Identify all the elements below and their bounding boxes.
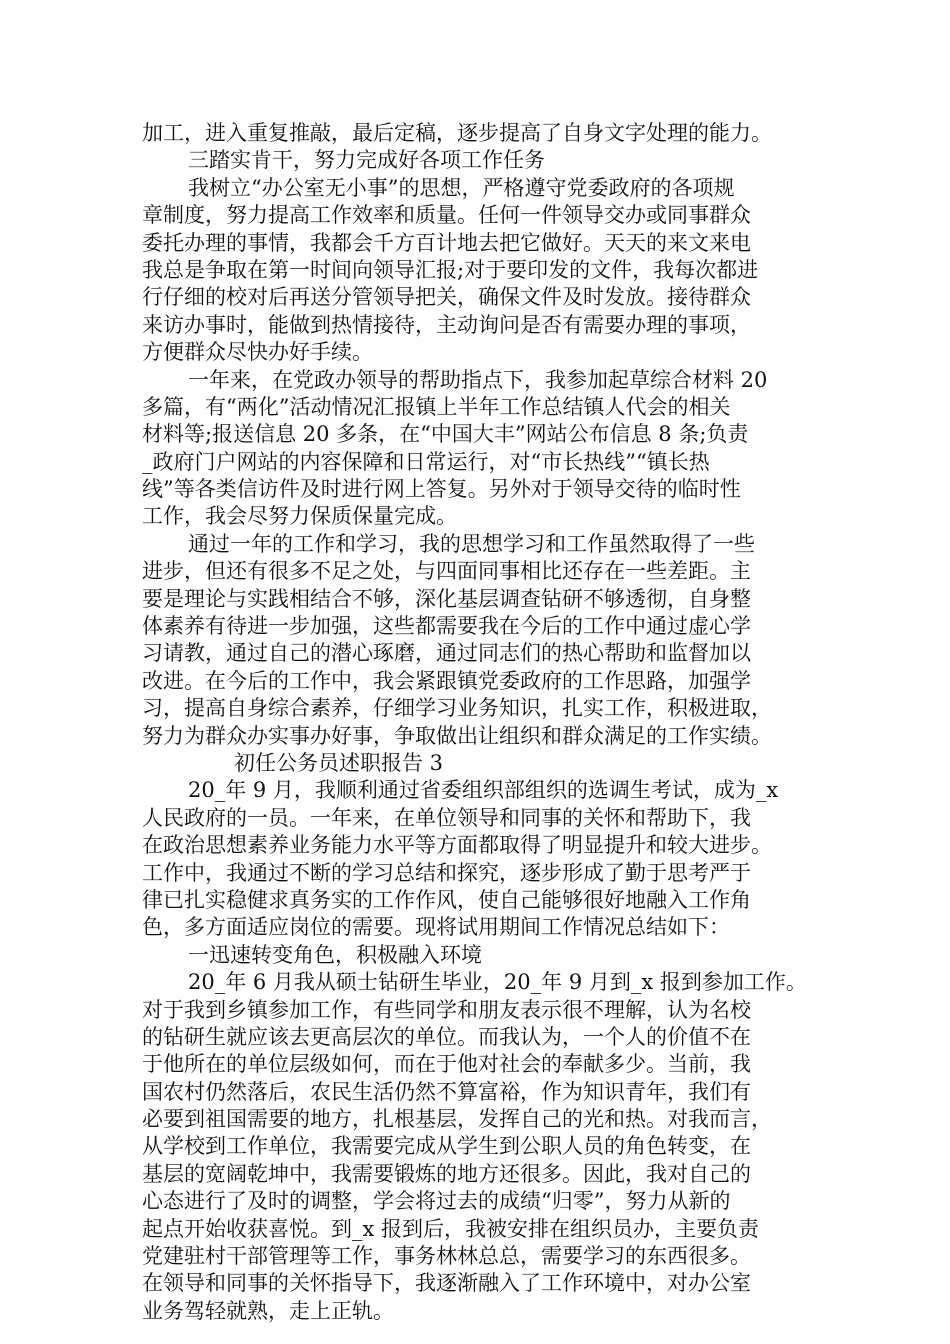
text-line: 进步，但还有很多不足之处，与四面同事相比还存在一些差距。主 [142, 559, 751, 584]
text-line: 20_年 9 月，我顺利通过省委组织部组织的选调生考试，成为_x [188, 778, 779, 803]
text-line: 材料等;报送信息 20 多条，在“中国大丰”网站公布信息 8 条;负责 [142, 422, 749, 447]
text-line: 努力为群众办实事办好事，争取做出让组织和群众满足的工作实绩。 [142, 723, 772, 748]
text-line: 行仔细的校对后再送分管领导把关，确保文件及时发放。接待群众 [142, 285, 751, 310]
text-line: 线”等各类信访件及时进行网上答复。另外对于领导交待的临时性 [142, 477, 741, 502]
text-line: 的钻研生就应该去更高层次的单位。而我认为，一个人的价值不在 [142, 1024, 751, 1049]
text-line: 多篇，有“两化”活动情况汇报镇上半年工作总结镇人代会的相关 [142, 394, 731, 419]
text-line: 业务驾轻就熟，走上正轨。 [142, 1298, 394, 1323]
text-line: 方便群众尽快办好手续。 [142, 340, 373, 365]
text-line: 党建驻村干部管理等工作，事务林林总总，需要学习的东西很多。 [142, 1244, 751, 1269]
text-line: 在政治思想素养业务能力水平等方面都取得了明显提升和较大进步。 [142, 833, 772, 858]
text-line: 20_年 6 月我从硕士钻研生毕业，20_年 9 月到_x 报到参加工作。 [188, 970, 807, 995]
text-line: 通过一年的工作和学习，我的思想学习和工作虽然取得了一些 [188, 531, 755, 556]
text-line: 改进。在今后的工作中，我会紧跟镇党委政府的工作思路，加强学 [142, 668, 751, 693]
text-line: 习，提高自身综合素养，仔细学习业务知识，扎实工作，积极进取， [142, 696, 772, 721]
text-line: 在领导和同事的关怀指导下，我逐渐融入了工作环境中，对办公室 [142, 1271, 751, 1296]
text-line: 体素养有待进一步加强，这些都需要我在今后的工作中通过虚心学 [142, 614, 751, 639]
text-line: 心态进行了及时的调整，学会将过去的成绩“归零”，努力从新的 [142, 1189, 731, 1214]
report-title: 初任公务员述职报告 3 [234, 750, 444, 775]
text-line: 加工，进入重复推敲，最后定稿，逐步提高了自身文字处理的能力。 [142, 121, 772, 145]
text-line: 习请教，通过自己的潜心琢磨，通过同志们的热心帮助和监督加以 [142, 641, 751, 666]
text-line: 对于我到乡镇参加工作，有些同学和朋友表示很不理解，认为名校 [142, 997, 751, 1022]
text-line: 从学校到工作单位，我需要完成从学生到公职人员的角色转变，在 [142, 1134, 751, 1159]
text-line: 我总是争取在第一时间向领导汇报;对于要印发的文件，我每次都进 [142, 257, 759, 282]
section-heading: 三踏实肯干，努力完成好各项工作任务 [188, 148, 545, 173]
text-line: 工作，我会尽努力保质保量完成。 [142, 504, 457, 529]
text-line: 起点开始收获喜悦。到_x 报到后，我被安排在组织员办，主要负责 [142, 1216, 760, 1241]
text-line: 要是理论与实践相结合不够，深化基层调查钻研不够透彻，自身整 [142, 586, 751, 611]
text-line: 基层的宽阔乾坤中，我需要锻炼的地方还很多。因此，我对自己的 [142, 1161, 751, 1186]
section-heading: 一迅速转变角色，积极融入环境 [188, 942, 482, 967]
text-line: 人民政府的一员。一年来，在单位领导和同事的关怀和帮助下，我 [142, 805, 751, 830]
document-body [142, 120, 832, 1325]
text-line: _政府门户网站的内容保障和日常运行，对“市长热线”“镇长热 [142, 449, 710, 474]
text-line: 一年来，在党政办领导的帮助指点下，我参加起草综合材料 20 [188, 367, 768, 392]
text-line: 委托办理的事情，我都会千方百计地去把它做好。天天的来文来电 [142, 230, 751, 255]
text-line: 国农村仍然落后，农民生活仍然不算富裕，作为知识青年，我们有 [142, 1079, 751, 1104]
text-line: 来访办事时，能做到热情接待，主动询问是否有需要办理的事项， [142, 312, 751, 337]
text-line: 色，多方面适应岗位的需要。现将试用期间工作情况总结如下： [142, 915, 730, 940]
text-line: 我树立“办公室无小事”的思想，严格遵守党委政府的各项规 [188, 175, 735, 200]
text-line: 必要到祖国需要的地方，扎根基层，发挥自己的光和热。对我而言， [142, 1107, 772, 1132]
text-line: 于他所在的单位层级如何，而在于他对社会的奉献多少。当前，我 [142, 1052, 751, 1077]
text-line: 工作中，我通过不断的学习总结和探究，逐步形成了勤于思考严于 [142, 860, 751, 885]
text-line: 律已扎实稳健求真务实的工作作风，使自己能够很好地融入工作角 [142, 887, 751, 912]
text-line: 章制度，努力提高工作效率和质量。任何一件领导交办或同事群众 [142, 203, 751, 228]
